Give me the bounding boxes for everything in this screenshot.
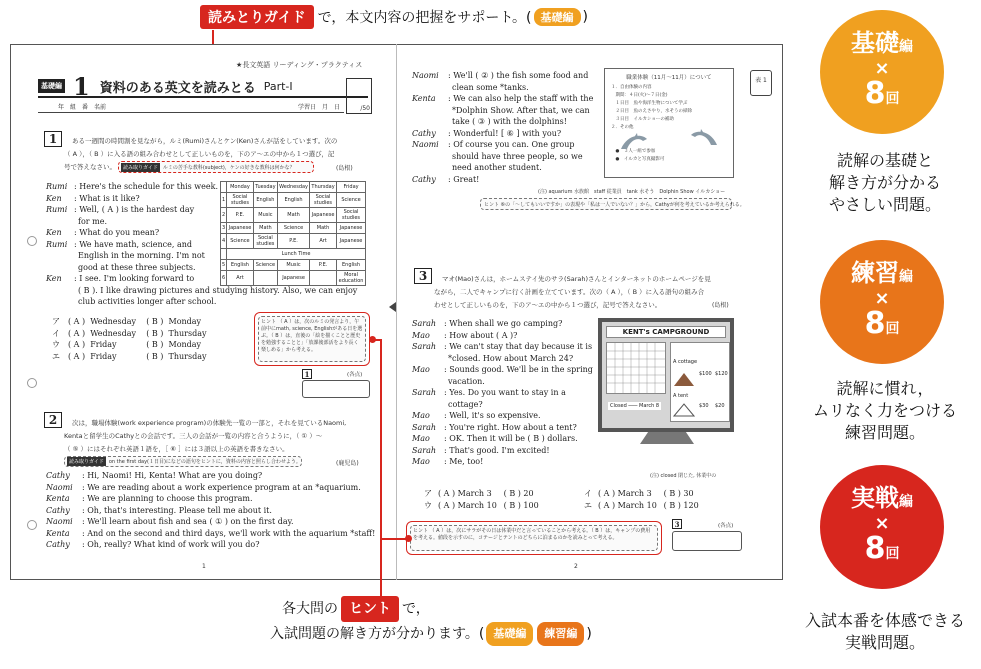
cottage-label: A cottage bbox=[673, 359, 698, 365]
q3-hint-box bbox=[410, 525, 658, 551]
dialogue-line: need another student. bbox=[452, 163, 542, 172]
monitor-stand bbox=[640, 432, 694, 444]
schedule-header-row: Monday Tuesday Wednesday Thursday Friday bbox=[221, 182, 366, 193]
score-total: /50 bbox=[360, 105, 370, 112]
dialogue-line: Mao : OK. Then it will be ( B ) dollars. bbox=[412, 434, 578, 443]
bubble-times: × bbox=[874, 512, 890, 534]
binder-hole bbox=[27, 236, 37, 246]
practice-edition-bubble bbox=[820, 240, 944, 364]
choice-row: ウ ( A ) Friday ( B ) Monday bbox=[52, 340, 202, 349]
schedule-row: 1 Social studies English English Social studies Science bbox=[221, 193, 366, 208]
top-callout bbox=[200, 4, 588, 30]
hint-connector-right-h bbox=[382, 538, 406, 540]
dialogue-line: Mao : Well, it's so expensive. bbox=[412, 411, 541, 420]
tent-label: A tent bbox=[673, 393, 689, 399]
dialogue-line: Kenta : We are planning to choose this program. bbox=[46, 494, 253, 503]
schedule-row: 6 Art Japanese Moral education bbox=[221, 271, 366, 286]
bottom-callout-text: 入試問題の解き方が分かります。( bbox=[270, 626, 485, 642]
program-line: 期間：４日(火)～７日(金) bbox=[611, 93, 668, 98]
choice-row: ア ( A ) March 3 ( B ) 20 イ ( A ) March 3 ( B ) 30 bbox=[424, 489, 694, 498]
bubble-times: × bbox=[874, 57, 890, 79]
dialogue-line: Naomi : We are reading about a work experience program at an *aquarium. bbox=[46, 482, 361, 492]
q3-instruction-2: ながら，二人でキャンプに行く計画を立てています。次の（ A ），（ B ）に入る語句の組み合 bbox=[434, 288, 705, 296]
q1-reading-guide bbox=[118, 161, 314, 173]
q3-answer-box[interactable] bbox=[672, 531, 742, 551]
hint-dot-right bbox=[405, 535, 412, 542]
question-1-number: 1 bbox=[44, 131, 62, 147]
name-fields: 年 組 番 名前 bbox=[58, 104, 107, 111]
dialogue-line: Ken : I see. I'm looking forward to bbox=[46, 274, 195, 283]
calendar-grid bbox=[607, 343, 665, 393]
dialogue-line: Sarah : That's good. I'm excited! bbox=[412, 445, 550, 455]
guide-label: 読み取りガイド bbox=[123, 164, 158, 171]
q3-instruction-3: わせとして正しいものを，下のア～エの中から１つ選び，記号で答えなさい。 bbox=[434, 301, 662, 309]
dialogue-line: Kenta : We can also help the staff with the bbox=[412, 94, 594, 103]
bubble-title: 基礎編 bbox=[851, 28, 913, 57]
q1-instruction-3: 号で答えなさい。 bbox=[64, 163, 116, 171]
basic-edition-badge: 基礎編 bbox=[534, 8, 581, 26]
q3-answer-label: 3 bbox=[672, 519, 682, 529]
schedule-row: 2 P.E. Music Math Japanese Social studies bbox=[221, 208, 366, 223]
dialogue-line: Naomi : Of course you can. One group bbox=[412, 140, 575, 149]
lesson-title: 資料のある英文を読みとる bbox=[99, 80, 256, 96]
price-cell: $20 bbox=[715, 403, 725, 409]
q3-hint-text: ヒント （ A ）は，次にサラがその日は休業中だと言っていることから考える。（ B ）は，キャンプの費用を考える。値段を示すのに，コテージとテントのどちらに泊まるのかを読みとって考える。 bbox=[413, 528, 651, 541]
dolphin-icon bbox=[619, 131, 649, 155]
program-line: ● イルカと写真撮影可 bbox=[611, 157, 665, 162]
q1-hint-text: ヒント （ A ）は，次のルミの発言より，午前中にmath, science, Englishがある日を選ぶ。（ B ）は，直後の「絵を描くことと歴史を勉強することと」「放課後部活をより長く楽しめる」から考える。 bbox=[261, 319, 363, 353]
bubble-title: 実戦編 bbox=[851, 483, 913, 512]
basic-edition-badge: 基礎編 bbox=[486, 622, 533, 646]
choice-row: ウ ( A ) March 10 ( B ) 100 エ ( A ) March 10 ( B ) 120 bbox=[424, 500, 699, 510]
q2-dialogue bbox=[46, 470, 375, 551]
q2-instruction-3: （ ⑤ ）にはそれぞれ英語１語を，［ ⑥ ］には３語以上の英語を書きなさい。 bbox=[64, 445, 289, 453]
cottage-icon bbox=[673, 371, 695, 387]
dialogue-line: Mao : How about ( A )? bbox=[412, 330, 518, 340]
bottom-callout-suffix: で， bbox=[402, 601, 430, 617]
practice-edition-badge: 練習編 bbox=[537, 622, 584, 646]
dialogue-line: clean some *tanks. bbox=[452, 82, 529, 92]
score-box bbox=[346, 78, 372, 114]
q2-dialogue-continued bbox=[412, 70, 593, 185]
practical-edition-bubble bbox=[820, 465, 944, 589]
q2-instruction-2: Kentaと留学生のCathyとの会話です。三人の会話が一覧の内容と合うように，（ ① ）～ bbox=[64, 432, 323, 440]
dialogue-line: *Dolphin Show. After that, we can bbox=[452, 105, 590, 115]
q3-choices bbox=[424, 488, 744, 511]
q2-hint-box bbox=[480, 198, 745, 210]
binder-hole bbox=[27, 520, 37, 530]
bubble-title: 練習編 bbox=[851, 258, 913, 287]
dialogue-line: Rumi : Here's the schedule for this week. bbox=[46, 182, 219, 191]
date-fields: 学習日 月 日 bbox=[297, 104, 340, 111]
program-line: １．自由体験の内容 bbox=[611, 85, 652, 90]
dialogue-line: take ( ③ ) with the dolphins! bbox=[452, 117, 567, 126]
q3-source: (島根) bbox=[712, 302, 729, 309]
dialogue-line: Cathy : Oh, that's interesting. Please tell me about it. bbox=[46, 505, 272, 515]
dialogue-line: Sarah : We can't stay that day because it is bbox=[412, 342, 593, 351]
left-page-number: 1 bbox=[202, 563, 206, 570]
question-3-number: 3 bbox=[414, 268, 432, 284]
dialogue-line: Naomi : We'll learn about fish and sea ( ① ) on the first day. bbox=[46, 517, 294, 526]
right-page-number: 2 bbox=[574, 563, 578, 570]
dolphin-icon bbox=[689, 127, 719, 151]
q3-hint-highlight bbox=[406, 521, 662, 555]
basic-edition-description: 読解の基礎と 解き方が分かる やさしい問題。 bbox=[828, 151, 941, 214]
q2-source: (鹿児島) bbox=[336, 460, 359, 467]
q1-instruction-1: ある一週間の時間割を見ながら，ルミ(Rumi)さんとケン(Ken)さんが話をしています。次の bbox=[72, 137, 338, 145]
q3-dialogue bbox=[412, 318, 593, 468]
bubble-count: 8回 bbox=[864, 75, 900, 111]
guide-label: 読み取りガイド bbox=[69, 459, 104, 465]
reading-guide-tag: 読みとりガイド bbox=[200, 5, 314, 29]
dialogue-line: vacation. bbox=[448, 376, 485, 386]
bottom-callout-close: ) bbox=[586, 626, 592, 642]
program-line: １日目 魚や海洋生物について学ぶ bbox=[611, 101, 688, 106]
bubble-count: 8回 bbox=[864, 305, 900, 341]
bottom-callout-line-1 bbox=[270, 596, 592, 622]
lesson-header bbox=[38, 71, 368, 101]
dialogue-line: Cathy : Wonderful! [ ⑥ ] with you? bbox=[412, 128, 562, 138]
binder-hole bbox=[27, 378, 37, 388]
schedule-row: 5 English Science Music P.E. English bbox=[221, 260, 366, 271]
choice-row: イ ( A ) Wednesday ( B ) Thursday bbox=[52, 328, 207, 338]
series-header: ★長文英語 リーディング・プラクティス bbox=[236, 61, 363, 69]
q1-guide-text: ルミの苦手な教科(subject)，ケンの好きな教科は何かな？ bbox=[162, 164, 295, 171]
page-tab: 表 1 bbox=[750, 70, 772, 96]
hint-tag: ヒント bbox=[341, 596, 399, 622]
name-row bbox=[38, 101, 344, 113]
schedule-row: 3 Japanese Math Science Math Japanese bbox=[221, 223, 366, 234]
q1-answer-box[interactable] bbox=[302, 380, 370, 398]
bottom-callout bbox=[270, 596, 592, 646]
lesson-number: 1 bbox=[73, 71, 90, 101]
dialogue-line: Mao : Sounds good. We'll be in the spring bbox=[412, 365, 593, 374]
question-2-number: 2 bbox=[44, 412, 62, 428]
q2-guide-text: on the first day(１日目)になどの語句をヒントに，資料の内容と照らし合わせよう。 bbox=[108, 459, 301, 465]
dialogue-line: Sarah : When shall we go camping? bbox=[412, 319, 563, 328]
q2-reading-guide bbox=[64, 456, 302, 467]
level-tag: 基礎編 bbox=[38, 79, 65, 93]
hint-connector-vertical bbox=[380, 339, 382, 601]
campground-monitor bbox=[598, 318, 734, 432]
q1-choices bbox=[52, 316, 206, 362]
program-line: ２日目 魚のえさやり，水そうの掃除 bbox=[611, 109, 692, 114]
price-cell: $30 bbox=[699, 403, 709, 409]
dialogue-line: should have three people, so we bbox=[452, 151, 583, 161]
dialogue-line: English in the morning. I'm not bbox=[78, 251, 205, 260]
q3-points: (各点) bbox=[718, 523, 734, 529]
dialogue-line: club activities longer after school. bbox=[78, 297, 217, 306]
dialogue-line: ( B ). I like drawing pictures and studying history. Also, we can enjoy bbox=[78, 285, 358, 295]
q3-instruction-1: マオ(Mao)さんは，ホームステイ先のサラ(Sarah)さんとインターネットのホームページを見 bbox=[442, 275, 711, 283]
schedule-lunch-row: Lunch Time bbox=[221, 249, 366, 260]
program-flyer bbox=[604, 68, 734, 178]
q1-hint-highlight bbox=[254, 312, 370, 366]
dialogue-line: Ken : What do you mean? bbox=[46, 228, 160, 237]
dialogue-line: Naomi : We'll ( ② ) the fish some food and bbox=[412, 71, 589, 80]
dialogue-line: Kenta : And on the second and third days, we'll work with the aquarium *staff! bbox=[46, 528, 376, 538]
dialogue-line: Ken : What is it like? bbox=[46, 193, 140, 203]
program-line: ３日目 イルカショーの補助 bbox=[611, 117, 674, 122]
q3-note: (注) closed 閉じた, 休業中の bbox=[650, 473, 717, 479]
q1-instruction-2: （ A ），（ B ）に入る語の組み合わせとして正しいものを，下のア～エの中から１つ選び，記 bbox=[64, 150, 335, 158]
price-cell: $120 bbox=[715, 371, 728, 377]
q1-answer-label: 1 bbox=[302, 369, 312, 379]
campground-prices bbox=[670, 342, 730, 422]
dialogue-line: Cathy : Oh, really? What kind of work will you do? bbox=[46, 540, 260, 549]
dialogue-line: Sarah : Yes. Do you want to stay in a bbox=[412, 388, 566, 397]
book-spine bbox=[396, 44, 397, 580]
q1-hint-box bbox=[258, 316, 366, 362]
q1-source: (島根) bbox=[336, 165, 353, 172]
q1-points: (各点) bbox=[347, 372, 363, 378]
dialogue-line: Mao : Me, too! bbox=[412, 457, 484, 466]
dialogue-line: Rumi : We have math, science, and bbox=[46, 239, 192, 249]
top-callout-text: で，本文内容の把握をサポート。( bbox=[317, 10, 532, 26]
bottom-callout-line-2 bbox=[270, 622, 592, 646]
practical-edition-description: 入試本番を体感できる 実戦問題。 bbox=[804, 611, 965, 652]
basic-edition-bubble bbox=[820, 10, 944, 134]
dialogue-line: *closed. How about March 24? bbox=[448, 353, 574, 363]
dialogue-line: for me. bbox=[78, 216, 108, 226]
q2-notes: (注) aquarium 水族館 staff 従業員 tank 水そう Dolphin Show イルカショー bbox=[538, 189, 726, 195]
practice-edition-description: 読解に慣れ， ムリなく力をつける 練習問題。 bbox=[812, 379, 957, 442]
dialogue-line: cottage? bbox=[448, 399, 483, 409]
program-line: ２．その他 bbox=[611, 125, 634, 130]
bubble-count: 8回 bbox=[864, 530, 900, 566]
q2-instruction-1: 次は，職場体験(work experience program)の体験先一覧の一部と，それを見ているNaomi, bbox=[72, 419, 347, 427]
q2-hint-text: ヒント ⑥の「〜してもいいですか」の表現や「私は一人でいない？」から，Cathyが何を考えているか考えられる。 bbox=[484, 201, 745, 208]
campground-calendar bbox=[606, 342, 666, 394]
bubble-times: × bbox=[874, 287, 890, 309]
campground-closed: Closed ─── March 8 bbox=[610, 403, 660, 409]
bottom-callout-prefix: 各大問の bbox=[282, 601, 338, 617]
tent-icon bbox=[673, 403, 695, 417]
page-center-mark bbox=[389, 302, 396, 312]
top-callout-close: ) bbox=[582, 9, 588, 25]
dialogue-line: Cathy : Hi, Naomi! Hi, Kenta! What are you doing? bbox=[46, 471, 263, 480]
program-title: 職業体験（11月～11月）について bbox=[626, 75, 712, 81]
choice-row: エ ( A ) Friday ( B ) Thursday bbox=[52, 351, 207, 361]
dialogue-line: Cathy : Great! bbox=[412, 174, 480, 184]
schedule-table bbox=[220, 181, 366, 286]
dialogue-line: good at these three subjects. bbox=[78, 262, 196, 272]
lesson-part: Part-Ⅰ bbox=[263, 79, 293, 93]
dialogue-line: Rumi : Well, ( A ) is the hardest day bbox=[46, 205, 195, 214]
dialogue-line: Sarah : You're right. How about a tent? bbox=[412, 422, 577, 432]
choice-row: ア ( A ) Wednesday ( B ) Monday bbox=[52, 317, 202, 326]
price-cell: $100 bbox=[699, 371, 712, 377]
schedule-row: 4 Science Social studies P.E. Art Japanese bbox=[221, 234, 366, 249]
campground-title: KENT's CAMPGROUND bbox=[606, 326, 726, 338]
program-line: ● ３人一組で参加 bbox=[611, 149, 656, 154]
